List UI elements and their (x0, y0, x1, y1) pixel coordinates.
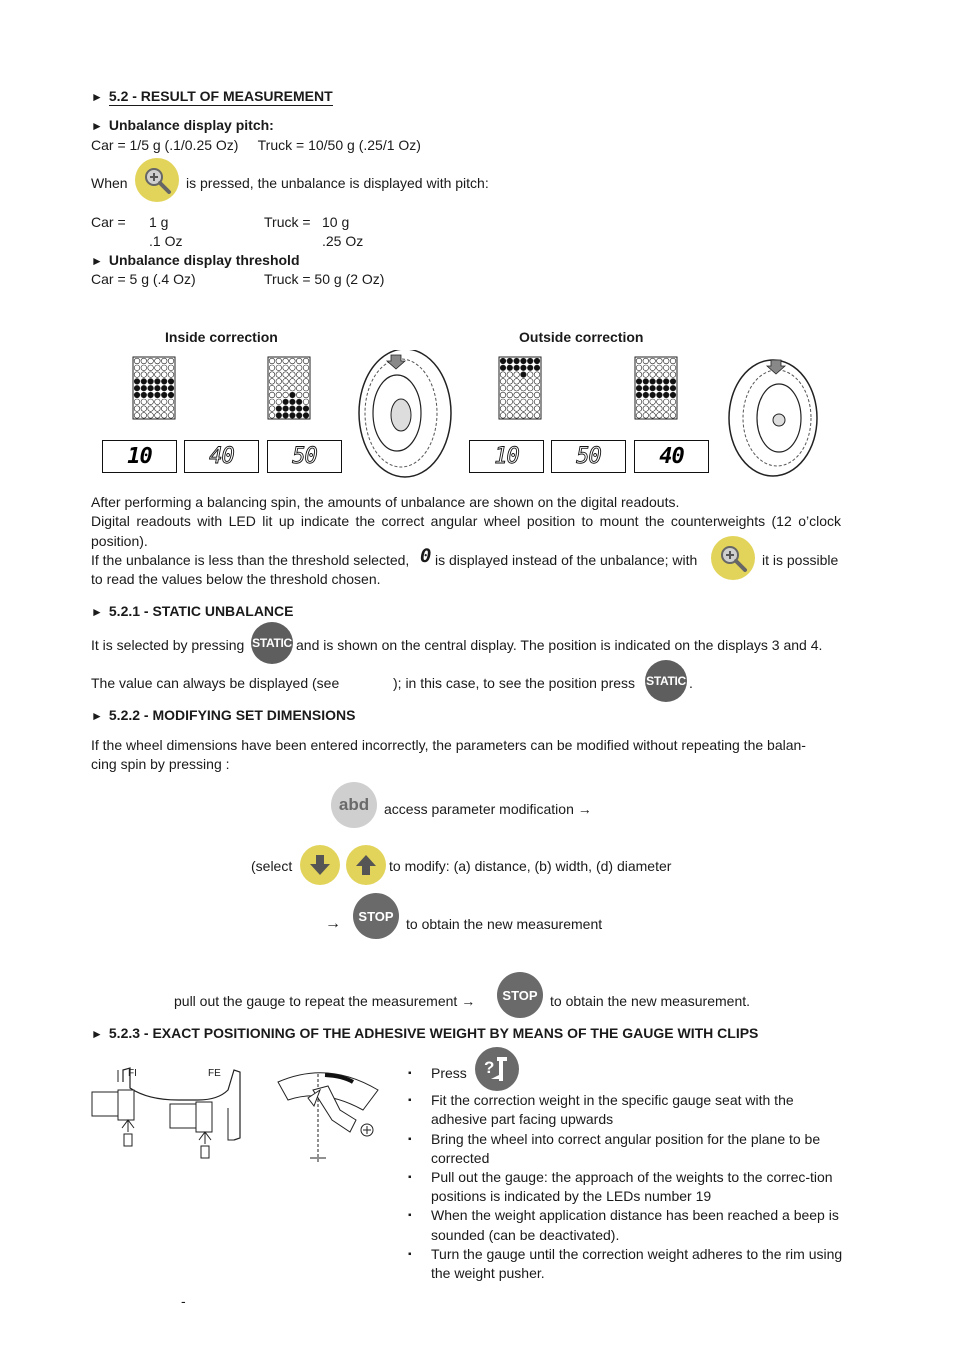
led-dot (155, 379, 161, 385)
led-dot (636, 379, 642, 385)
led-dot (303, 413, 309, 419)
led-dot (534, 399, 540, 405)
led-dot (670, 392, 676, 398)
gauge-text-b: to obtain the new measurement. (550, 993, 751, 1009)
led-dot (636, 413, 642, 419)
led-dot (636, 372, 642, 378)
led-dot (514, 365, 520, 371)
led-dot (283, 379, 289, 385)
led-dot (155, 385, 161, 391)
arrow-up-button[interactable] (346, 845, 386, 885)
led-dot (290, 385, 296, 391)
led-dot (514, 358, 520, 364)
led-dot (296, 365, 302, 371)
led-dot (534, 385, 540, 391)
led-dot (161, 413, 167, 419)
led-dot (657, 413, 663, 419)
led-dot (643, 385, 649, 391)
list-item: ▪ Pull out the gauge: the approach of the weights to the correc-tion positions is indicated by the LEDs number 19 (408, 1169, 833, 1205)
led-dot (643, 392, 649, 398)
led-dot (670, 399, 676, 405)
led-dot (500, 385, 506, 391)
led-dot (507, 406, 513, 412)
led-matrix-outside-1 (499, 357, 541, 419)
led-dot (155, 358, 161, 364)
led-dot (141, 413, 147, 419)
led-dot (527, 392, 533, 398)
section-5-2-title: 5.2 - RESULT OF MEASUREMENT (108, 88, 333, 104)
led-dot (141, 392, 147, 398)
led-dot (521, 358, 527, 364)
magnifier-icon (142, 165, 172, 195)
led-dot (155, 399, 161, 405)
section-5-2-1-heading: ► 5.2.1 - STATIC UNBALANCE (91, 603, 294, 619)
led-dot (283, 406, 289, 412)
led-dot (657, 372, 663, 378)
led-dot (670, 413, 676, 419)
led-dot (514, 406, 520, 412)
led-dot (269, 372, 275, 378)
led-dot (290, 358, 296, 364)
truck-oz: .25 Oz (322, 233, 364, 249)
led-dot (657, 399, 663, 405)
led-dot (148, 399, 154, 405)
led-dot (290, 406, 296, 412)
led-dot (134, 385, 140, 391)
led-dot (521, 399, 527, 405)
magnifier-button-2[interactable] (711, 536, 755, 580)
truck-g: 10 g (322, 214, 350, 230)
led-dot (134, 379, 140, 385)
led-dot (303, 365, 309, 371)
led-dot (276, 392, 282, 398)
threshold-car: Car = 5 g (.4 Oz) (91, 271, 196, 287)
list-item: ▪ Turn the gauge until the correction weight adheres to the rim using the weight pusher. (408, 1245, 843, 1282)
modify-para-1: If the wheel dimensions have been entered incorrectly, the parameters can be modified without repeating the balan- (91, 737, 806, 753)
arrow-down-button[interactable] (300, 845, 340, 885)
led-matrix-inside-1 (133, 357, 175, 419)
led-dot (141, 379, 147, 385)
led-dot (134, 365, 140, 371)
led-dot (500, 365, 506, 371)
led-dot (643, 406, 649, 412)
led-dot (500, 406, 506, 412)
led-dot (283, 372, 289, 378)
readout-outside-3: 40 (634, 440, 709, 473)
led-dot (161, 379, 167, 385)
car-label: Car = (91, 214, 126, 230)
led-dot (534, 365, 540, 371)
led-dot (514, 372, 520, 378)
led-dot (168, 372, 174, 378)
led-dot (155, 372, 161, 378)
led-dot (500, 399, 506, 405)
led-dot (657, 406, 663, 412)
led-dot (276, 358, 282, 364)
led-dot (290, 379, 296, 385)
led-dot (134, 392, 140, 398)
led-dot (276, 365, 282, 371)
led-dot (141, 365, 147, 371)
led-dot (303, 379, 309, 385)
gauge-instructions-list (408, 1064, 848, 1283)
led-dot (534, 379, 540, 385)
led-matrix-outside-2 (635, 357, 677, 419)
led-dot (657, 385, 663, 391)
led-dot (303, 399, 309, 405)
led-dot (290, 392, 296, 398)
led-dot (148, 392, 154, 398)
threshold-truck: Truck = 50 g (2 Oz) (264, 271, 385, 287)
led-dot (276, 385, 282, 391)
tyre-outside-illustration (729, 360, 817, 476)
led-dot (643, 372, 649, 378)
led-dot (296, 413, 302, 419)
led-dot (296, 379, 302, 385)
led-dot (663, 392, 669, 398)
led-dot (527, 406, 533, 412)
led-dot (148, 413, 154, 419)
led-dot (276, 413, 282, 419)
led-dot (161, 365, 167, 371)
led-dot (670, 406, 676, 412)
fig-fi-label: FI (128, 1068, 137, 1079)
led-dot (643, 399, 649, 405)
led-dot (161, 399, 167, 405)
led-dot (296, 358, 302, 364)
led-dot (670, 372, 676, 378)
stop-button-2[interactable]: STOP (497, 972, 543, 1018)
pitch-heading: ► Unbalance display pitch: (91, 117, 274, 133)
led-dot (290, 372, 296, 378)
led-dot (527, 358, 533, 364)
led-dot (290, 413, 296, 419)
stop-button[interactable]: STOP (353, 893, 399, 939)
led-dot (521, 365, 527, 371)
led-dot (168, 413, 174, 419)
led-dot (527, 365, 533, 371)
when-rest: is pressed, the unbalance is displayed with pitch: (186, 175, 489, 191)
led-dot (527, 385, 533, 391)
led-dot (507, 365, 513, 371)
led-dot (283, 385, 289, 391)
led-dot (514, 379, 520, 385)
gauge-help-icon (481, 1053, 513, 1085)
led-dot (161, 385, 167, 391)
led-dot (303, 385, 309, 391)
led-dot (148, 379, 154, 385)
led-dot (507, 372, 513, 378)
led-dot (500, 413, 506, 419)
led-dot (296, 385, 302, 391)
zero-symbol: 0 (420, 545, 432, 567)
led-dot (527, 372, 533, 378)
led-dot (276, 379, 282, 385)
led-dot (155, 406, 161, 412)
led-dot (303, 358, 309, 364)
led-dot (657, 379, 663, 385)
abd-button[interactable]: abd (331, 782, 377, 828)
led-dot (296, 399, 302, 405)
led-dot (148, 358, 154, 364)
led-dot (283, 399, 289, 405)
led-dot (521, 385, 527, 391)
select-text-b: to modify: (a) distance, (b) width, (d) diameter (389, 858, 672, 874)
led-dot (269, 392, 275, 398)
led-dot (269, 358, 275, 364)
led-dot (521, 413, 527, 419)
led-dot (269, 399, 275, 405)
readout-inside-3: 50 (267, 440, 342, 473)
led-dot (527, 379, 533, 385)
list-item: ▪ When the weight application distance has been reached a beep is sounded (can be deactivated). (408, 1207, 839, 1243)
led-dot (650, 358, 656, 364)
led-dot (276, 372, 282, 378)
led-dot (134, 413, 140, 419)
led-dot (670, 385, 676, 391)
led-dot (269, 406, 275, 412)
led-dot (663, 399, 669, 405)
led-dot (303, 392, 309, 398)
select-text-a: (select (251, 858, 293, 874)
led-dot (168, 399, 174, 405)
led-dot (650, 372, 656, 378)
led-dot (643, 379, 649, 385)
led-dot (283, 365, 289, 371)
led-dot (134, 372, 140, 378)
svg-text:?: ? (484, 1058, 495, 1077)
led-dot (636, 392, 642, 398)
threshold-heading: ► Unbalance display threshold (91, 252, 300, 268)
led-dot (650, 406, 656, 412)
led-dot (290, 365, 296, 371)
led-dot (521, 406, 527, 412)
tyre-inside-illustration (359, 350, 451, 477)
led-dot (276, 399, 282, 405)
led-dot (663, 379, 669, 385)
arrow-down-icon (308, 853, 332, 877)
led-dot (500, 358, 506, 364)
body-paragraph-3d: to read the values below the threshold chosen. (91, 571, 381, 587)
fig-fe-label: FE (208, 1068, 221, 1079)
led-dot (527, 399, 533, 405)
led-dot (521, 379, 527, 385)
led-dot (168, 358, 174, 364)
led-dot (514, 399, 520, 405)
led-dot (148, 365, 154, 371)
led-dot (514, 413, 520, 419)
list-item: ▪ Press (408, 1065, 467, 1081)
led-dot (155, 413, 161, 419)
arrow-up-icon (354, 853, 378, 877)
led-dot (269, 365, 275, 371)
led-dot (527, 413, 533, 419)
readout-outside-2: 50 (551, 440, 626, 473)
static-line-2a: The value can always be displayed (see (91, 675, 340, 691)
led-dot (134, 399, 140, 405)
body-paragraph-3a: If the unbalance is less than the threshold selected, (91, 552, 410, 568)
led-dot (161, 406, 167, 412)
led-dot (500, 379, 506, 385)
led-dot (636, 365, 642, 371)
led-dot (636, 406, 642, 412)
led-dot (636, 358, 642, 364)
led-dot (657, 358, 663, 364)
led-dot (134, 358, 140, 364)
static-line-2b: ); in this case, to see the position press (393, 675, 636, 691)
stop-text: to obtain the new measurement (406, 916, 603, 932)
gauge-clip-figure (88, 1060, 398, 1170)
led-dot (534, 358, 540, 364)
modify-para-2: cing spin by pressing : (91, 756, 230, 772)
led-dot (303, 406, 309, 412)
inside-correction-label: Inside correction (165, 329, 278, 345)
readout-inside-1: 10 (102, 440, 177, 473)
led-dot (650, 399, 656, 405)
static-line-1b: and is shown on the central display. The position is indicated on the displays 3 and 4. (296, 637, 823, 653)
stop-arrow: → (325, 915, 341, 932)
led-dot (155, 365, 161, 371)
body-paragraph-3b: is displayed instead of the unbalance; with (435, 552, 698, 568)
led-dot (521, 392, 527, 398)
led-dot (148, 406, 154, 412)
led-dot (643, 413, 649, 419)
led-dot (141, 406, 147, 412)
truck-label: Truck = (264, 214, 311, 230)
car-oz: .1 Oz (149, 233, 183, 249)
body-paragraph-3c: it is possible (762, 552, 839, 568)
led-dot (650, 413, 656, 419)
led-dot (657, 392, 663, 398)
body-paragraph-1: After performing a balancing spin, the amounts of unbalance are shown on the digital readouts. (91, 494, 680, 510)
led-dot (657, 365, 663, 371)
led-dot (507, 358, 513, 364)
led-dot (636, 385, 642, 391)
led-dot (148, 385, 154, 391)
body-paragraph-2: Digital readouts with LED lit up indicate the correct angular wheel position to mount the counterweights (12 o’clock position). (91, 513, 841, 549)
led-dot (507, 413, 513, 419)
static-line-2c: . (689, 675, 693, 691)
led-dot (663, 406, 669, 412)
led-dot (168, 406, 174, 412)
led-dot (663, 365, 669, 371)
outside-correction-label: Outside correction (519, 329, 644, 345)
led-dot (507, 392, 513, 398)
gauge-help-button[interactable] (475, 1047, 519, 1091)
led-dot (507, 379, 513, 385)
section-5-2-heading: ► 5.2 - RESULT OF MEASUREMENT (91, 88, 333, 104)
led-dot (507, 385, 513, 391)
led-dot (643, 358, 649, 364)
led-dot (303, 372, 309, 378)
led-dot (521, 372, 527, 378)
section-5-2-2-heading: ► 5.2.2 - MODIFYING SET DIMENSIONS (91, 707, 356, 723)
led-dot (141, 399, 147, 405)
led-dot (670, 379, 676, 385)
led-dot (283, 358, 289, 364)
magnifier-icon (718, 543, 748, 573)
led-dot (161, 392, 167, 398)
led-dot (663, 372, 669, 378)
led-dot (269, 413, 275, 419)
led-dot (141, 385, 147, 391)
led-dot (663, 413, 669, 419)
led-dot (507, 399, 513, 405)
led-dot (534, 413, 540, 419)
led-dot (141, 358, 147, 364)
led-dot (168, 365, 174, 371)
list-item: ▪ Fit the correction weight in the specific gauge seat with the adhesive part facing upwards (408, 1092, 794, 1128)
footer-dash: - (181, 1293, 186, 1309)
led-dot (643, 365, 649, 371)
led-dot (168, 392, 174, 398)
readout-inside-2: 40 (184, 440, 259, 473)
led-dot (283, 413, 289, 419)
pitch-line: Car = 1/5 g (.1/0.25 Oz) Truck = 10/50 g (.25/1 Oz) (91, 137, 421, 153)
static-line-1a: It is selected by pressing (91, 637, 245, 653)
led-dot (500, 372, 506, 378)
led-dot (155, 392, 161, 398)
static-button[interactable]: STATIC (251, 622, 293, 664)
led-dot (514, 385, 520, 391)
led-dot (161, 358, 167, 364)
led-dot (148, 372, 154, 378)
led-dot (534, 392, 540, 398)
led-dot (296, 372, 302, 378)
led-dot (663, 385, 669, 391)
list-item: ▪ Bring the wheel into correct angular position for the plane to be corrected (408, 1130, 821, 1166)
led-dot (534, 372, 540, 378)
led-dot (670, 358, 676, 364)
led-dot (636, 399, 642, 405)
led-dot (650, 385, 656, 391)
section-5-2-3-heading: ► 5.2.3 - EXACT POSITIONING OF THE ADHESIVE WEIGHT BY MEANS OF THE GAUGE WITH CLIPS (91, 1025, 759, 1041)
static-button-2[interactable]: STATIC (645, 660, 687, 702)
led-dot (141, 372, 147, 378)
when-label: When (91, 175, 128, 191)
led-dot (650, 392, 656, 398)
led-dot (670, 365, 676, 371)
magnifier-button[interactable] (135, 158, 179, 202)
led-dot (283, 392, 289, 398)
led-dot (650, 365, 656, 371)
led-dot (269, 379, 275, 385)
led-dot (290, 399, 296, 405)
led-dot (269, 385, 275, 391)
gauge-text-a: pull out the gauge to repeat the measurement → (174, 993, 476, 1009)
led-dot (534, 406, 540, 412)
readout-outside-1: 10 (469, 440, 544, 473)
led-dot (134, 406, 140, 412)
led-matrix-inside-2 (268, 357, 310, 419)
led-dot (650, 379, 656, 385)
led-dot (296, 406, 302, 412)
led-dot (296, 392, 302, 398)
led-dot (168, 379, 174, 385)
led-dot (161, 372, 167, 378)
led-dot (276, 406, 282, 412)
car-g: 1 g (149, 214, 169, 230)
led-dot (514, 392, 520, 398)
led-dot (500, 392, 506, 398)
led-dot (168, 385, 174, 391)
led-dot (663, 358, 669, 364)
abd-text: access parameter modification → (384, 801, 592, 817)
